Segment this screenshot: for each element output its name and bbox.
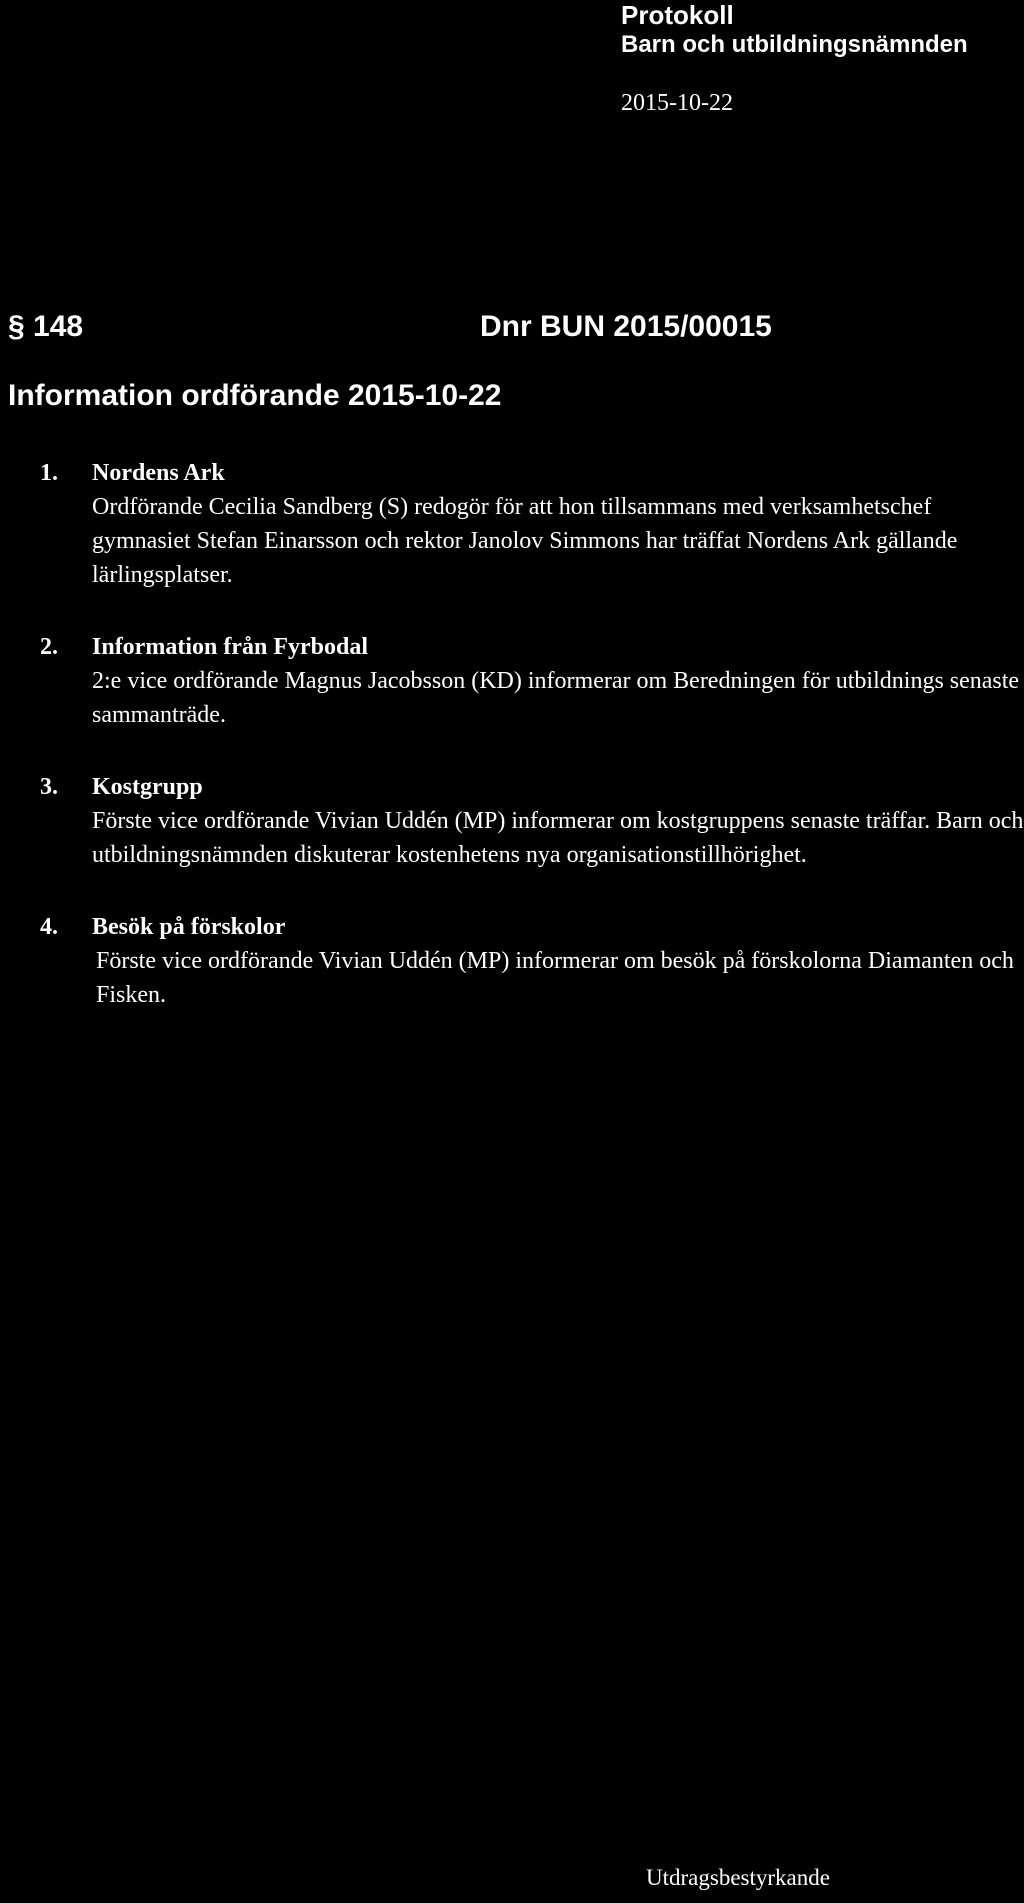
item-number: 2. bbox=[40, 634, 58, 660]
document-type: Protokoll bbox=[621, 0, 734, 30]
agenda-items bbox=[40, 456, 1024, 1050]
item-heading: Kostgrupp bbox=[92, 774, 203, 800]
agenda-item bbox=[40, 456, 1024, 592]
document-header bbox=[621, 0, 968, 116]
agenda-item bbox=[40, 910, 1024, 1012]
item-body: 2:e vice ordförande Magnus Jacobsson (KD) informerar om Beredningen för utbildnings senaste sammanträde. bbox=[92, 668, 1020, 728]
section-number: § 148 bbox=[8, 310, 84, 343]
item-heading: Information från Fyrbodal bbox=[92, 634, 368, 660]
item-heading: Besök på förskolor bbox=[92, 914, 286, 940]
item-body: Förste vice ordförande Vivian Uddén (MP) informerar om besök på förskolorna Diamanten och Fisken. bbox=[96, 948, 1014, 1008]
item-number: 1. bbox=[40, 460, 58, 486]
item-body: Ordförande Cecilia Sandberg (S) redogör för att hon tillsammans med verksamhetschef gymnasiet Stefan Einarsson och rektor Janolov Simmons har träffat Nordens Ark gällande lärlingsplatser. bbox=[92, 494, 958, 588]
agenda-item bbox=[40, 770, 1024, 872]
item-number: 3. bbox=[40, 774, 58, 800]
section-title: Information ordförande 2015-10-22 bbox=[8, 379, 502, 412]
agenda-item bbox=[40, 630, 1024, 732]
item-heading: Nordens Ark bbox=[92, 460, 225, 486]
diary-number: Dnr BUN 2015/00015 bbox=[480, 310, 772, 343]
meeting-date: 2015-10-22 bbox=[621, 90, 733, 116]
item-number: 4. bbox=[40, 914, 58, 940]
certification-label: Utdragsbestyrkande bbox=[646, 1865, 830, 1890]
committee-name: Barn och utbildningsnämnden bbox=[621, 31, 968, 58]
item-body: Förste vice ordförande Vivian Uddén (MP) informerar om kostgruppens senaste träffar. Barn och utbildningsnämnden diskuterar kostenhetens nya organisationstillhörighet. bbox=[92, 808, 1024, 868]
